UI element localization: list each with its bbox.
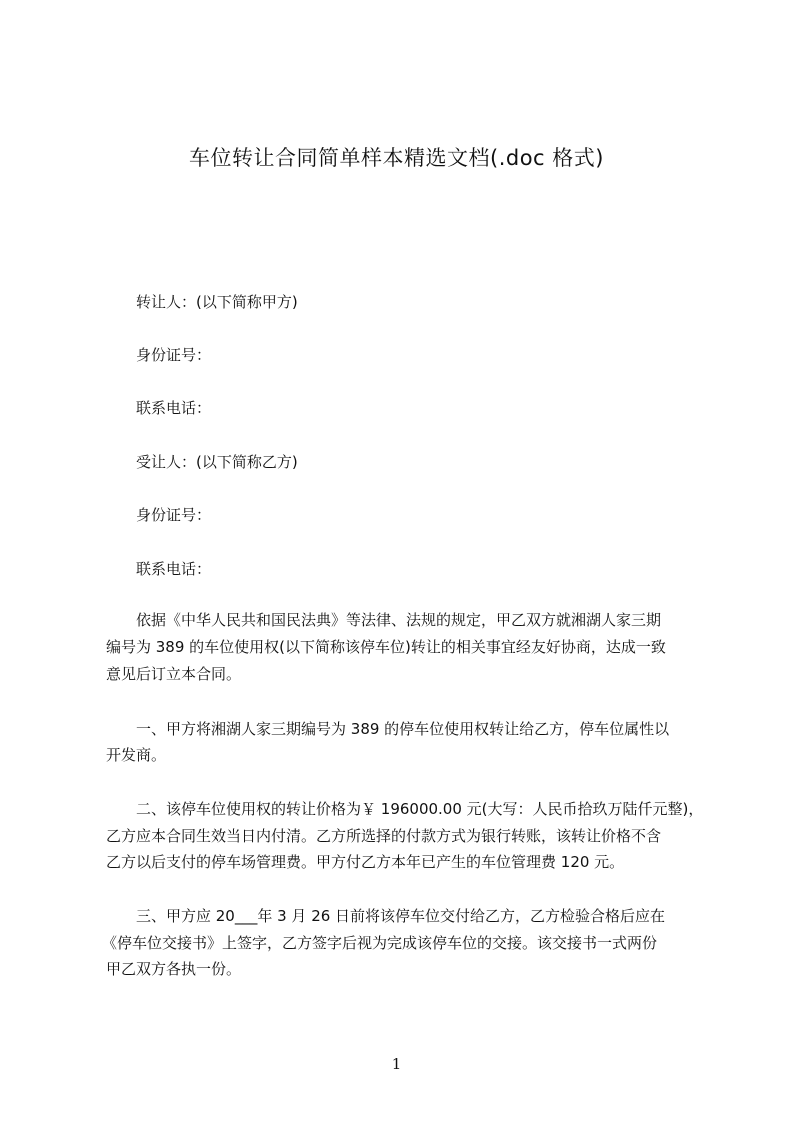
party-a-phone-label: 联系电话：	[136, 399, 212, 417]
clause-line: 三、甲方应 20___年 3 月 26 日前将该停车位交付给乙方，乙方检验合格后应在	[136, 907, 666, 925]
clause-line: 《停车位交接书》上签字，乙方签字后视为完成该停车位的交接。该交接书一式两份	[102, 934, 658, 952]
clause-line: 一、甲方将湘湖人家三期编号为 389 的停车位使用权转让给乙方，停车位属性以	[136, 720, 670, 738]
clause-line: 乙方以后支付的停车场管理费。甲方付乙方本年已产生的车位管理费 120 元。	[106, 853, 625, 871]
party-b-phone-label: 联系电话：	[136, 560, 212, 578]
clause-line: 乙方应本合同生效当日内付清。乙方所选择的付款方式为银行转账，该转让价格不含	[106, 827, 662, 845]
page-number: 1	[391, 1055, 402, 1073]
clause-line: 甲乙双方各执一份。	[106, 960, 242, 978]
document-title: 车位转让合同简单样本精选文档(.doc 格式)	[189, 146, 604, 170]
party-b-id-label: 身份证号：	[136, 506, 212, 524]
party-b-label: 受让人：(以下简称乙方)	[136, 453, 298, 471]
party-a-label: 转让人：(以下简称甲方)	[136, 293, 298, 311]
clause-line: 二、该停车位使用权的转让价格为￥ 196000.00 元(大写：人民币拾玖万陆仟元整)，	[136, 800, 704, 818]
intro-line: 依据《中华人民共和国民法典》等法律、法规的规定，甲乙双方就湘湖人家三期	[136, 611, 662, 629]
clause-line: 开发商。	[106, 746, 167, 764]
intro-line: 意见后订立本合同。	[106, 665, 242, 683]
intro-line: 编号为 389 的车位使用权(以下简称该停车位)转让的相关事宜经友好协商，达成一致	[106, 638, 666, 656]
party-a-id-label: 身份证号：	[136, 346, 212, 364]
